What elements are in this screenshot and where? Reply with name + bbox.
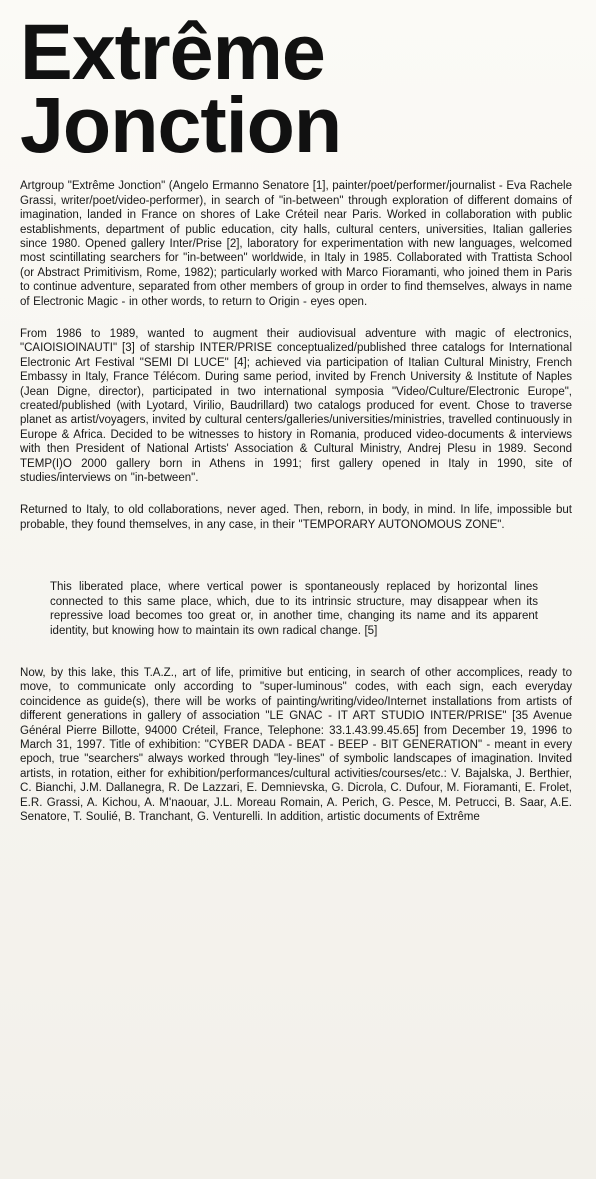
title-line-1: Extrême [20,7,325,96]
document-title [20,7,572,169]
quoted-paragraph: This liberated place, where vertical power is spontaneously replaced by horizontal lines connected to this same place, which, due to its intrinsic structure, may disappear when its repressive load becomes too great or, in another time, changing its name and its apparent identity, but knowing how to maintain its own radical change. [5] [50,581,538,637]
title-line-2: Jonction [20,79,342,169]
body-paragraph-1: Artgroup "Extrême Jonction" (Angelo Ermanno Senatore [1], painter/poet/performer/journalist - Eva Rachele Grassi, writer/poet/video-performer), in search of "in-between" through exploration of different domains of imagination, landed in France on shores of Lake Créteil near Paris. Worked in collaboration with public establishments, department of public education, city halls, cultural centers, universities, Italian galleries since 1980. Opened gallery Inter/Prise [2], laboratory for experimentation with new languages, welcomed most scintillating searchers for "in-between" worldwide, in Italy in 1985. Collaborated with Trattista School (or Abstract Primitivism, Rome, 1982); particularly worked with Marco Fioramanti, who joined them in Paris to continue adventure, separated from other members of group in order to find themselves, always in name of Electronic Magic - in other words, to return to Origin - eyes open. [20,180,572,308]
body-paragraph-5: Now, by this lake, this T.A.Z., art of life, primitive but enticing, in search of other accomplices, ready to move, to communicate only according to "super-luminous" codes, with each sign, each everyday coincidence as guide(s), there will be works of painting/writing/video/Internet installations from artists of different generations in gallery of association "LE GNAC - IT ART STUDIO INTER/PRISE" [35 Avenue Général Pierre Billotte, 94000 Créteil, France, Telephone: 33.1.43.99.45.65] from December 19, 1996 to March 31, 1997. Title of exhibition: "CYBER DADA - BEAT - BEEP - BIT GENERATION" - meant in every epoch, true "searchers" always worked through "ley-lines" of symbolic landscapes of imagination. Invited artists, in rotation, either for exhibition/performances/cultural activities/courses/etc.: V. Bajalska, J. Berthier, C. Bianchi, J.M. Dallanegra, R. De Lazzari, E. Demnievska, G. Dicrola, C. Dufour, M. Fioramanti, E. Frolet, E.R. Grassi, A. Kichou, A. M'naouar, J.L. Moreau Romain, A. Perich, G. Pesce, M. Petrucci, B. Saar, A.E. Senatore, T. Soulié, B. Tranchant, G. Venturelli. In addition, artistic documents of Extrême [20,666,572,823]
body-paragraph-2: From 1986 to 1989, wanted to augment their audiovisual adventure with magic of electronics, "CAIOISIOINAUTI" [3] of starship INTER/PRISE conceptualized/published three catalogs for International Electronic Art Festival "SEMI DI LUCE" [4]; achieved via participation of Italian Cultural Ministry, French Embassy in Italy, France Télécom. During same period, invited by French University & Institute of Naples (Jean Digne, director), participated in two international symposia "Video/Culture/Electronic Europe", created/published (with Lyotard, Virilio, Baudrillard) two catalogs produced for event. Chose to traverse planet as artist/voyagers, invited by cultural centers/galleries/universities/ministries, travelled continuously in Europe & Africa. Decided to be witnesses to history in Romania, produced video-documents & interviews with then President of National Artists' Association & Cultural Ministry, Andrej Plesu in 1989. Second TEMP(I)O 2000 gallery born in Athens in 1991; first gallery opened in Italy in 1990, site of studies/interviews on "in-between". [20,328,572,485]
body-paragraph-3: Returned to Italy, to old collaborations, never aged. Then, reborn, in body, in mind. In life, impossible but probable, they found themselves, in any case, in their "TEMPORARY AUTONOMOUS ZONE". [20,504,572,531]
